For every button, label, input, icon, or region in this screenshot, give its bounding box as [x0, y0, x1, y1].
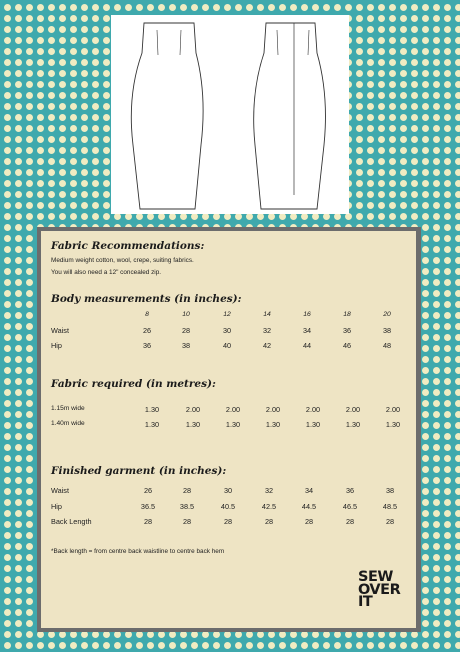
table-cell: 1.30 [185, 420, 201, 429]
table-cell: 30 [222, 326, 232, 335]
table-cell: 2.00 [305, 405, 321, 414]
table-cell: 44 [302, 341, 312, 350]
table-cell: 2.00 [345, 405, 361, 414]
table-cell: 38 [385, 486, 395, 495]
fabric-required-title: Fabric required (in metres): [51, 378, 216, 390]
table-cell: 46 [342, 341, 352, 350]
size-header: 20 [383, 311, 391, 318]
table-cell: 36 [345, 486, 355, 495]
table-cell: 34 [304, 486, 314, 495]
table-cell: 1.30 [225, 420, 241, 429]
size-header: 10 [182, 311, 190, 318]
row-label: Back Length [51, 517, 92, 526]
finished-garment-title: Finished garment (in inches): [51, 465, 227, 477]
table-cell: 1.30 [385, 420, 401, 429]
row-label: Hip [51, 341, 62, 350]
row-label: 1.15m wide [51, 405, 85, 412]
table-cell: 34 [302, 326, 312, 335]
table-cell: 38 [382, 326, 392, 335]
table-cell: 42.5 [261, 502, 277, 511]
table-cell: 48 [382, 341, 392, 350]
table-cell: 28 [345, 517, 355, 526]
table-cell: 38 [181, 341, 191, 350]
skirt-back-view [254, 23, 326, 209]
pattern-info-panel [37, 227, 421, 632]
logo-line: IT [358, 594, 373, 610]
row-label: Waist [51, 486, 69, 495]
row-label: Hip [51, 502, 62, 511]
sew-over-it-logo [358, 571, 413, 609]
table-cell: 32 [262, 326, 272, 335]
skirt-technical-drawing [111, 15, 349, 214]
table-cell: 28 [182, 517, 192, 526]
table-cell: 36 [142, 341, 152, 350]
table-cell: 1.30 [144, 405, 160, 414]
size-header: 16 [303, 311, 311, 318]
size-header: 14 [263, 311, 271, 318]
row-label: Waist [51, 326, 69, 335]
fabric-recommendations-title: Fabric Recommendations: [51, 240, 205, 252]
body-measurements-title: Body measurements (in inches): [51, 293, 242, 305]
table-cell: 26 [142, 326, 152, 335]
table-cell: 40 [222, 341, 232, 350]
table-cell: 28 [181, 326, 191, 335]
skirt-flat-sketch [111, 15, 349, 214]
table-cell: 32 [264, 486, 274, 495]
table-cell: 40.5 [220, 502, 236, 511]
size-header: 18 [343, 311, 351, 318]
table-cell: 1.30 [345, 420, 361, 429]
table-cell: 28 [264, 517, 274, 526]
table-cell: 2.00 [265, 405, 281, 414]
table-cell: 1.30 [265, 420, 281, 429]
table-cell: 2.00 [385, 405, 401, 414]
table-cell: 42 [262, 341, 272, 350]
size-header: 8 [145, 311, 149, 318]
back-length-footnote: *Back length = from centre back waistline to centre back hem [51, 548, 225, 555]
table-cell: 2.00 [185, 405, 201, 414]
zip-requirement-line: You will also need a 12" concealed zip. [51, 269, 162, 276]
table-cell: 26 [143, 486, 153, 495]
size-header: 12 [223, 311, 231, 318]
table-cell: 36 [342, 326, 352, 335]
logo-line: OVER [358, 581, 401, 598]
table-cell: 2.00 [225, 405, 241, 414]
table-cell: 36.5 [140, 502, 156, 511]
skirt-front-view [131, 23, 203, 209]
table-cell: 1.30 [144, 420, 160, 429]
table-cell: 38.5 [179, 502, 195, 511]
table-cell: 1.30 [305, 420, 321, 429]
table-cell: 46.5 [342, 502, 358, 511]
table-cell: 30 [223, 486, 233, 495]
logo-line: SEW [358, 569, 393, 585]
table-cell: 28 [304, 517, 314, 526]
fabric-recommendations-line: Medium weight cotton, wool, crepe, suiting fabrics. [51, 257, 194, 264]
table-cell: 28 [223, 517, 233, 526]
table-cell: 28 [182, 486, 192, 495]
table-cell: 44.5 [301, 502, 317, 511]
table-cell: 28 [385, 517, 395, 526]
table-cell: 28 [143, 517, 153, 526]
table-cell: 48.5 [382, 502, 398, 511]
row-label: 1.40m wide [51, 420, 85, 427]
